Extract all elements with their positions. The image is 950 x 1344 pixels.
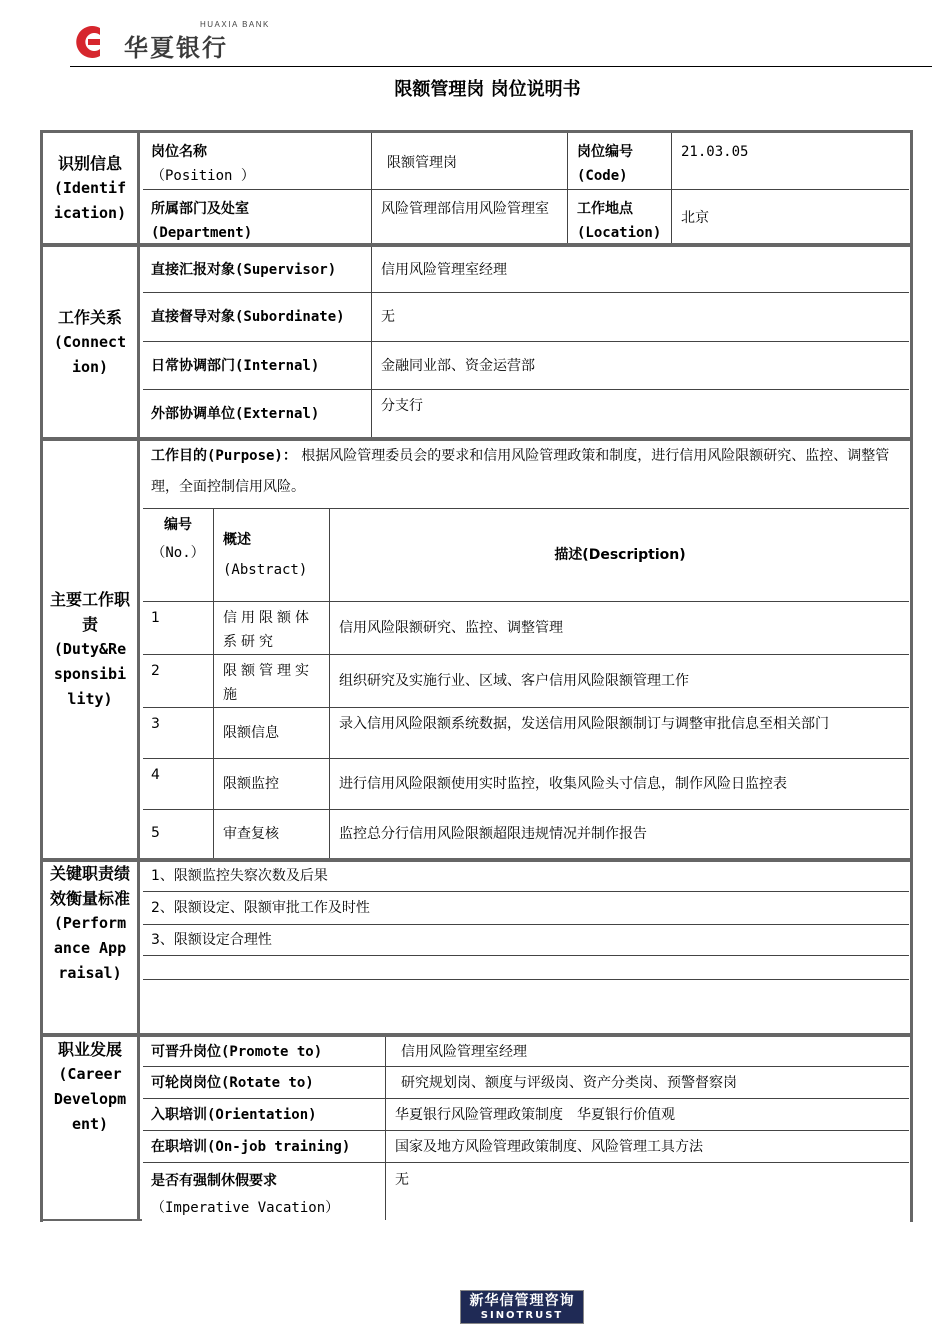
col-desc-header: 描述(Description)	[554, 547, 686, 563]
divider	[143, 979, 909, 980]
section-label-en: (Identification)	[53, 178, 127, 222]
dept-label	[143, 193, 371, 243]
section-label-en: (Career Development)	[53, 1065, 127, 1133]
section-label-cn: 职业发展	[57, 1040, 122, 1059]
vacation-value: 无	[395, 1172, 409, 1188]
table-bottom-border	[40, 1219, 142, 1221]
col-abstract-cn: 概述	[223, 532, 251, 548]
code-label-cn: 岗位编号	[577, 144, 633, 160]
duty-desc: 信用风险限额研究、监控、调整管理	[339, 620, 563, 636]
section-label	[43, 441, 140, 858]
duty-desc: 监控总分行信用风险限额超限违规情况并制作报告	[339, 826, 647, 842]
col-no-cn: 编号	[164, 517, 192, 533]
dept-value: 风险管理部信用风险管理室	[381, 201, 549, 217]
divider	[143, 189, 909, 190]
col-no-header	[143, 509, 213, 601]
section-label-en: (Connection)	[53, 332, 127, 376]
vacation-label	[143, 1164, 385, 1220]
promote-value: 信用风险管理室经理	[401, 1043, 527, 1060]
section-label-cn: 主要工作职责	[50, 590, 131, 634]
footer-logo-en: SINOTRUST	[480, 1310, 564, 1321]
purpose	[143, 441, 909, 508]
duty-abstract: 限额信息	[223, 725, 279, 741]
section-label	[43, 1037, 140, 1220]
location-label-cn: 工作地点	[577, 201, 633, 217]
divider	[143, 1162, 909, 1163]
col-no-en: （No.）	[151, 545, 205, 561]
location-label	[569, 193, 671, 243]
section-career	[43, 1037, 909, 1220]
duty-no: 3	[151, 716, 160, 732]
promote-label: 可晋升岗位(Promote to)	[151, 1043, 323, 1060]
duty-abstract: 信用限额体系研究	[223, 610, 313, 650]
rotate-value: 研究规划岗、额度与评级岗、资产分类岗、预警督察岗	[401, 1074, 737, 1091]
section-label-en: (Duty&Responsibility)	[53, 640, 127, 708]
code-label-en: (Code)	[577, 168, 628, 184]
orientation-value: 华夏银行风险管理政策制度 华夏银行价值观	[395, 1106, 675, 1123]
section-label	[43, 861, 140, 1033]
duty-desc: 进行信用风险限额使用实时监控，收集风险头寸信息，制作风险日监控表	[339, 776, 787, 792]
bank-name: 华夏银行	[124, 34, 228, 62]
section-label-en: (Performance Appraisal)	[53, 914, 127, 982]
position-value: 限额管理岗	[387, 155, 457, 171]
section-label	[43, 133, 140, 243]
duty-abstract: 限额管理实施	[223, 663, 313, 703]
divider	[567, 133, 568, 243]
section-label-cn: 关键职责绩效衡量标准	[50, 864, 131, 908]
section-label-cn: 工作关系	[57, 307, 122, 327]
kpi-item: 2、限额设定、限额审批工作及时性	[151, 900, 370, 916]
external-label: 外部协调单位(External)	[151, 405, 320, 422]
bank-logo-icon	[70, 22, 116, 62]
divider	[213, 508, 214, 858]
external-value: 分支行	[381, 398, 423, 414]
duty-no: 4	[151, 767, 160, 783]
col-abstract-header	[215, 509, 329, 601]
duty-no: 5	[151, 825, 160, 841]
subordinate-label: 直接督导对象(Subordinate)	[151, 309, 345, 325]
duty-no: 2	[151, 663, 160, 679]
code-label	[569, 136, 671, 190]
location-label-en: (Location)	[577, 225, 662, 241]
vacation-label-en: （Imperative Vacation）	[151, 1200, 340, 1216]
section-label-cn: 识别信息	[57, 153, 122, 173]
vacation-label-cn: 是否有强制休假要求	[151, 1173, 277, 1189]
divider	[371, 247, 372, 437]
purpose-text: 根据风险管理委员会的要求和信用风险管理政策和制度，进行信用风险限额研究、监控、调整管理，全面控制信用风险。	[151, 448, 890, 495]
dept-label-cn: 所属部门及处室	[151, 201, 249, 217]
duty-abstract: 限额监控	[223, 776, 279, 792]
subordinate-value: 无	[381, 309, 395, 325]
divider	[329, 508, 330, 858]
bank-name-en: HUAXIA BANK	[200, 20, 270, 29]
kpi-item: 1、限额监控失察次数及后果	[151, 868, 328, 884]
kpi-item: 3、限额设定合理性	[151, 932, 272, 948]
divider	[143, 955, 909, 956]
duty-abstract: 审查复核	[223, 826, 279, 842]
section-duties	[43, 441, 909, 858]
duty-desc: 录入信用风险限额系统数据，发送信用风险限额制订与调整审批信息至相关部门	[339, 716, 829, 732]
duty-desc: 组织研究及实施行业、区域、客户信用风险限额管理工作	[339, 673, 689, 689]
supervisor-label: 直接汇报对象(Supervisor)	[151, 261, 337, 278]
rotate-label: 可轮岗岗位(Rotate to)	[151, 1074, 314, 1091]
onjob-label: 在职培训(On-job training)	[151, 1138, 351, 1155]
location-value: 北京	[681, 210, 709, 226]
section-identity	[43, 133, 909, 243]
page-header	[70, 18, 932, 67]
supervisor-value: 信用风险管理室经理	[381, 261, 507, 278]
purpose-label: 工作目的(Purpose)：	[151, 448, 297, 464]
section-label	[43, 247, 140, 437]
onjob-value: 国家及地方风险管理政策制度、风险管理工具方法	[395, 1138, 703, 1155]
sinotrust-logo	[460, 1290, 584, 1324]
dept-label-en: (Department)	[151, 225, 253, 241]
code-value: 21.03.05	[681, 144, 749, 160]
internal-value: 金融同业部、资金运营部	[381, 357, 535, 374]
section-kpi	[43, 861, 909, 1033]
divider	[371, 133, 372, 243]
position-label	[143, 136, 371, 190]
divider	[671, 133, 672, 243]
internal-label: 日常协调部门(Internal)	[151, 357, 320, 374]
position-label-cn: 岗位名称	[151, 144, 207, 160]
col-abstract-en: (Abstract)	[223, 562, 308, 578]
orientation-label: 入职培训(Orientation)	[151, 1106, 317, 1123]
footer-logo-cn: 新华信管理咨询	[469, 1293, 575, 1309]
section-relations	[43, 247, 909, 437]
divider	[385, 1037, 386, 1220]
duty-no: 1	[151, 610, 160, 626]
page-title: 限额管理岗 岗位说明书	[394, 79, 581, 100]
position-label-en: （Position ）	[151, 168, 255, 184]
